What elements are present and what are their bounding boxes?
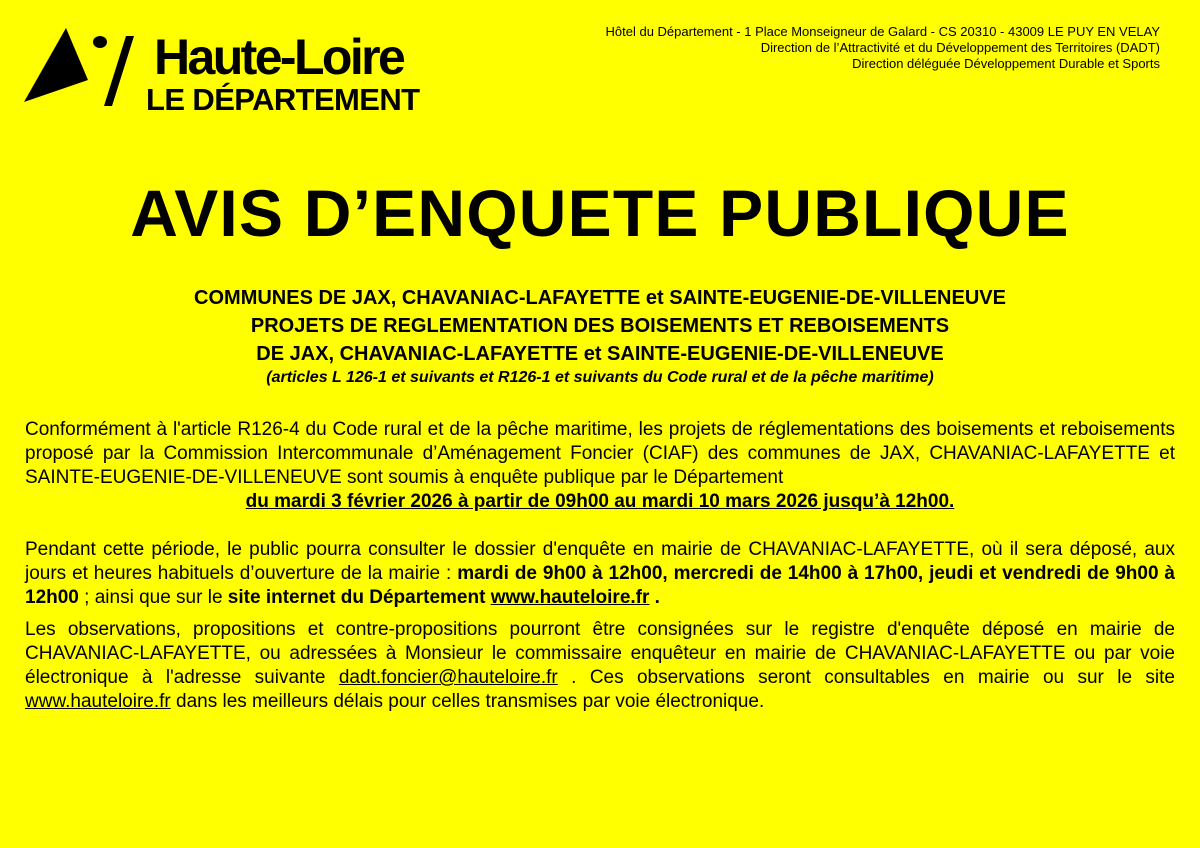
logo-name: Haute-Loire <box>154 29 404 85</box>
email-link[interactable]: dadt.foncier@hauteloire.fr <box>338 667 558 688</box>
notice-body <box>25 418 1175 714</box>
opening-hours: mardi de 9h00 à 12h00, mercredi de 14h00 à 17h00, jeudi et vendredi de 9h00 à 12h00 <box>25 563 1175 608</box>
address-line-1: Hôtel du Département - 1 Place Monseigneur de Galard - CS 20310 - 43009 LE PUY EN VELAY <box>605 24 1160 39</box>
legal-reference: (articles L 126-1 et suivants et R126-1 et suivants du Code rural et de la pêche maritime) <box>266 369 934 386</box>
consultation-intro: Pendant cette période, le public pourra consulter le dossier d'enquête en mairie de CHAVANIAC-LAFAYETTE, où il sera déposé, aux jours et heures habituels d’ouverture de la mairie : <box>25 539 1175 584</box>
paragraph-intro: Conformément à l'article R126-4 du Code rural et de la pêche maritime, les projets de réglementations des boisements et reboisements proposé par la Commission Intercommunale d’Aménagement Foncier (CIAF) des communes de JAX, CHAVANIAC-LAFAYETTE et SAINTE-EUGENIE-DE-VILLENEUVE sont soumis à enquête publique par le Département <box>25 419 1175 488</box>
observations-part-1: Les observations, propositions et contre-propositions pourront être consignées sur le registre d'enquête déposé en mairie de CHAVANIAC-LAFAYETTE, ou adressées à Monsieur le commissaire enquêteur en mairie de CHAVANIAC-LAFAYETTE ou par voie électronique à l'adresse suivante <box>25 619 1175 688</box>
site-label: site internet du Département <box>227 587 486 608</box>
enquiry-dates: du mardi 3 février 2026 à partir de 09h00 au mardi 10 mars 2026 jusqu’à 12h00. <box>245 491 955 512</box>
department-logo <box>22 20 472 115</box>
subheadings <box>0 284 1200 388</box>
page-title: AVIS D’ENQUETE PUBLIQUE <box>130 176 1070 250</box>
header-address <box>520 24 1160 72</box>
paragraph-observations <box>25 618 1175 714</box>
paragraph-consultation <box>25 538 1175 610</box>
address-line-3: Direction déléguée Développement Durable et Sports <box>852 56 1160 71</box>
logo-subtitle: LE DÉPARTEMENT <box>146 82 420 117</box>
subheading-places: DE JAX, CHAVANIAC-LAFAYETTE et SAINTE-EUGENIE-DE-VILLENEUVE <box>256 343 944 365</box>
address-line-2: Direction de l’Attractivité et du Développement des Territoires (DADT) <box>760 40 1160 55</box>
consultation-middle: ; ainsi que sur le <box>78 587 228 608</box>
haute-loire-logo-icon <box>22 20 147 115</box>
subheading-communes: COMMUNES DE JAX, CHAVANIAC-LAFAYETTE et SAINTE-EUGENIE-DE-VILLENEUVE <box>194 287 1006 309</box>
website-link-2[interactable]: www.hauteloire.fr <box>25 691 171 712</box>
observations-part-3: dans les meilleurs délais pour celles transmises par voie électronique. <box>170 691 765 712</box>
subheading-projects: PROJETS DE REGLEMENTATION DES BOISEMENTS ET REBOISEMENTS <box>250 315 950 337</box>
consultation-end: . <box>649 587 660 608</box>
observations-part-2: . Ces observations seront consultables en mairie ou sur le site <box>557 667 1175 688</box>
website-link[interactable]: www.hauteloire.fr <box>490 587 650 608</box>
